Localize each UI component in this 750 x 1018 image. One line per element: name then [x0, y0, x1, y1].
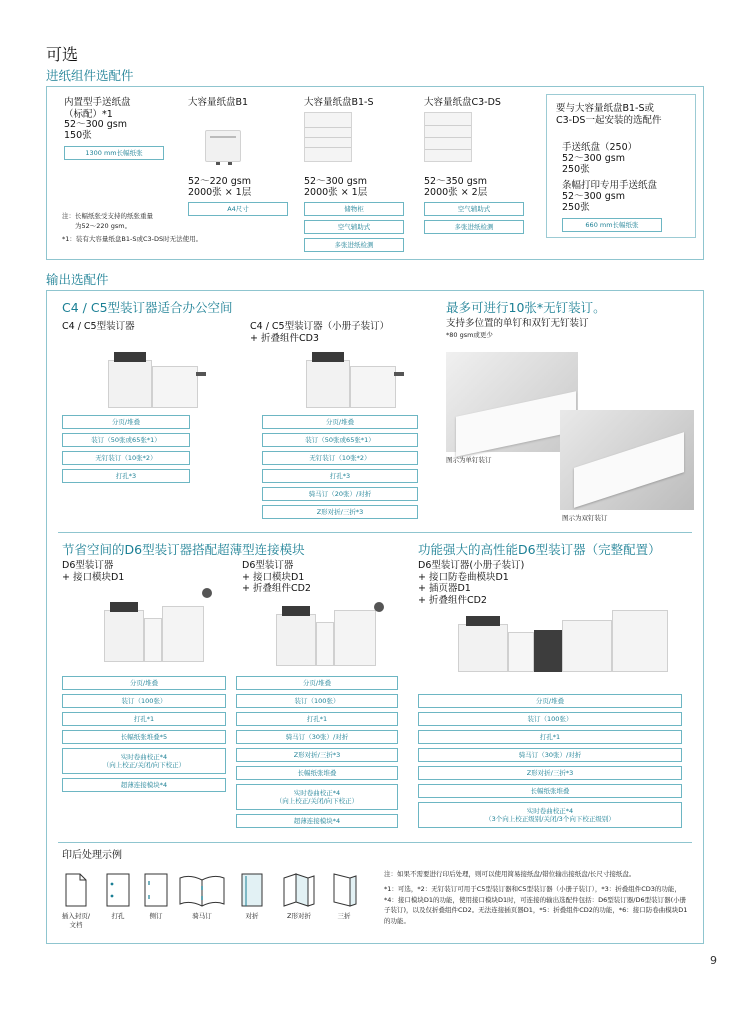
d6-compact-right-image [276, 602, 386, 668]
example-label-2: 打孔 [111, 912, 125, 920]
single-staple-photo [446, 352, 578, 452]
z-fold-icon [282, 872, 316, 908]
d6c-left-tag-5: 实时卷曲校正*4 （向上校正/关闭/向下校正） [62, 748, 226, 774]
examples-title: 印后处理示例 [62, 850, 122, 861]
d6c-left-tag-4: 长幅纸张堆叠*5 [62, 730, 226, 744]
tray-b1-spec: 52～220 gsm 2000张 × 1层 [188, 176, 252, 198]
c-right-tag-3: 无钉装订（10张*2） [262, 451, 418, 465]
banner-tray-tag: 660 mm长幅纸张 [562, 218, 662, 232]
d6-compact-left-title: D6型装订器 + 接口模块D1 [62, 560, 125, 583]
d6f-tag-7: 实时卷曲校正*4 （3个向上校正级别/关闭/3个向下校正级别） [418, 802, 682, 828]
examples-divider [58, 842, 692, 843]
d6f-tag-5: Z形对折/三折*3 [418, 766, 682, 780]
d6f-tag-3: 打孔*1 [418, 730, 682, 744]
insert-cover-icon [62, 872, 90, 908]
c-finisher-right-image [306, 352, 406, 410]
c-left-tag-2: 装订（50张或65张*1） [62, 433, 190, 447]
d6-compact-right-title: D6型装订器 + 接口模块D1 + 折叠组件CD2 [242, 560, 311, 594]
d6f-tag-4: 骑马订（30张）/对折 [418, 748, 682, 762]
tray-b1-image [205, 130, 241, 162]
manual-tray-250-spec: 52～300 gsm 250张 [562, 153, 625, 175]
example-label-4: 骑马订 [192, 912, 212, 920]
tray-b1s-image [304, 112, 352, 162]
feed-section-heading: 进纸组件选配件 [46, 68, 134, 83]
c-left-tag-3: 无钉装订（10张*2） [62, 451, 190, 465]
d6f-tag-2: 装订（100张） [418, 712, 682, 726]
d6c-right-tag-8: 超薄连接模块*4 [236, 814, 398, 828]
tray-b1s-title: 大容量纸盘B1-S [304, 97, 374, 108]
page-number: 9 [710, 954, 717, 967]
punch-icon [104, 872, 132, 908]
output-section-heading: 输出选配件 [46, 272, 109, 287]
tray-b1s-tag-multi: 多张进纸检测 [304, 238, 404, 252]
tray-c3ds-tag-multi: 多张进纸检测 [424, 220, 524, 234]
c-right-tag-4: 打孔*3 [262, 469, 418, 483]
staple-free-subtitle: 支持多位置的单钉和双钉无钉装订 [446, 318, 589, 329]
d6f-tag-1: 分页/堆叠 [418, 694, 682, 708]
side-staple-icon [142, 872, 170, 908]
banner-tray-spec: 52～300 gsm 250张 [562, 191, 625, 213]
c-finisher-right-title: C4 / C5型装订器（小册子装订） + 折叠组件CD3 [250, 321, 390, 344]
d6c-right-tag-7: 实时卷曲校正*4 （向上校正/关闭/向下校正） [236, 784, 398, 810]
d6f-tag-6: 长幅纸张堆叠 [418, 784, 682, 798]
c-right-tag-2: 装订（50张或65张*1） [262, 433, 418, 447]
d6-compact-left-image [104, 588, 214, 664]
tray-c3ds-spec: 52～350 gsm 2000张 × 2层 [424, 176, 488, 198]
saddle-stitch-icon [178, 872, 226, 908]
banner-tray-title: 条幅打印专用手送纸盘 [562, 180, 658, 191]
c-finisher-left-title: C4 / C5型装订器 [62, 321, 135, 332]
d6c-left-tag-1: 分页/堆叠 [62, 676, 226, 690]
d6c-right-tag-4: 骑马订（30张）/对折 [236, 730, 398, 744]
c-left-tag-1: 分页/堆叠 [62, 415, 190, 429]
tray-b1s-tag-storage: 储物柜 [304, 202, 404, 216]
staple-free-note: *80 gsm或更少 [446, 331, 493, 339]
tray-c3ds-tag-air: 空气辅助式 [424, 202, 524, 216]
tray-c3ds-image [424, 112, 472, 162]
manual-tray-tag: 1300 mm长幅纸张 [64, 146, 164, 160]
single-staple-caption: 图示为单钉装订 [446, 456, 492, 464]
d6c-right-tag-2: 装订（100张） [236, 694, 398, 708]
c-right-tag-6: Z形对折/三折*3 [262, 505, 418, 519]
example-label-1: 插入封页/ 文档 [61, 912, 91, 929]
tray-c3ds-title: 大容量纸盘C3-DS [424, 97, 501, 108]
c-finisher-left-image [108, 352, 208, 410]
example-label-3: 侧订 [149, 912, 163, 920]
example-label-6: Z形对折 [287, 912, 311, 920]
c-right-tag-1: 分页/堆叠 [262, 415, 418, 429]
tray-b1s-tag-air: 空气辅助式 [304, 220, 404, 234]
d6-full-heading: 功能强大的高性能D6型装订器（完整配置） [418, 542, 661, 557]
d6c-right-tag-6: 长幅纸张堆叠 [236, 766, 398, 780]
example-label-7: 三折 [337, 912, 351, 920]
staple-free-heading: 最多可进行10张*无钉装订。 [446, 300, 606, 315]
c-left-tag-4: 打孔*3 [62, 469, 190, 483]
c-right-tag-5: 骑马订（20张）/对折 [262, 487, 418, 501]
tray-b1s-spec: 52～300 gsm 2000张 × 1层 [304, 176, 368, 198]
d6-full-config: D6型装订器(小册子装订) + 接口防卷曲模块D1 + 插页器D1 + 折叠组件CD2 [418, 560, 525, 606]
d6c-right-tag-5: Z形对折/三折*3 [236, 748, 398, 762]
double-staple-caption: 图示为双钉装订 [562, 514, 608, 522]
page-title: 可选 [46, 45, 79, 64]
output-footnote-2: *1：可选，*2：无钉装订可用于C5型装订器和C5型装订器（小册子装订），*3：折叠组件CD3的功能，*4：接口模块D1的功能，使用接口模块D1时，可连接的输出选配件包括：D6型装订器/D6型装订器(小册子装订)，以及仅折叠组件CD2。无法连接插页器D1，*5：折叠组件CD2的功能，*6：接口防卷曲模块D1的功能。 [384, 885, 688, 925]
d6c-left-tag-2: 装订（100张） [62, 694, 226, 708]
feed-note-2: *1：装有大容量纸盘B1-S或C3-DS时无法使用。 [62, 235, 203, 243]
c-finisher-heading: C4 / C5型装订器适合办公空间 [62, 300, 233, 315]
d6-compact-heading: 节省空间的D6型装订器搭配超薄型连接模块 [62, 542, 305, 557]
double-staple-photo [560, 410, 694, 510]
tray-b1-tag: A4尺寸 [188, 202, 288, 216]
tray-b1-title: 大容量纸盘B1 [188, 97, 249, 108]
manual-tray-title: 内置型手送纸盘 （标配）*1 [64, 97, 131, 120]
d6c-left-tag-3: 打孔*1 [62, 712, 226, 726]
d6c-right-tag-1: 分页/堆叠 [236, 676, 398, 690]
tri-fold-icon [330, 872, 358, 908]
feed-note-1: 注：长幅纸张受支持的纸张重量 为52～220 gsm。 [62, 212, 153, 230]
d6c-left-tag-6: 超薄连接模块*4 [62, 778, 226, 792]
d6-full-image [458, 610, 680, 674]
d6c-right-tag-3: 打孔*1 [236, 712, 398, 726]
output-footnote-1: 注：如果不需要进行印后处理，则可以使用简易接纸盘/错位输出接纸盘/长尺寸接纸盘。 [384, 870, 636, 878]
manual-tray-250-title: 手送纸盘（250） [562, 142, 638, 153]
example-label-5: 对折 [245, 912, 259, 920]
output-divider [58, 532, 692, 533]
companion-title: 要与大容量纸盘B1-S或 C3-DS一起安装的选配件 [556, 103, 662, 126]
half-fold-icon [238, 872, 266, 908]
manual-tray-spec: 52～300 gsm 150张 [64, 119, 127, 141]
